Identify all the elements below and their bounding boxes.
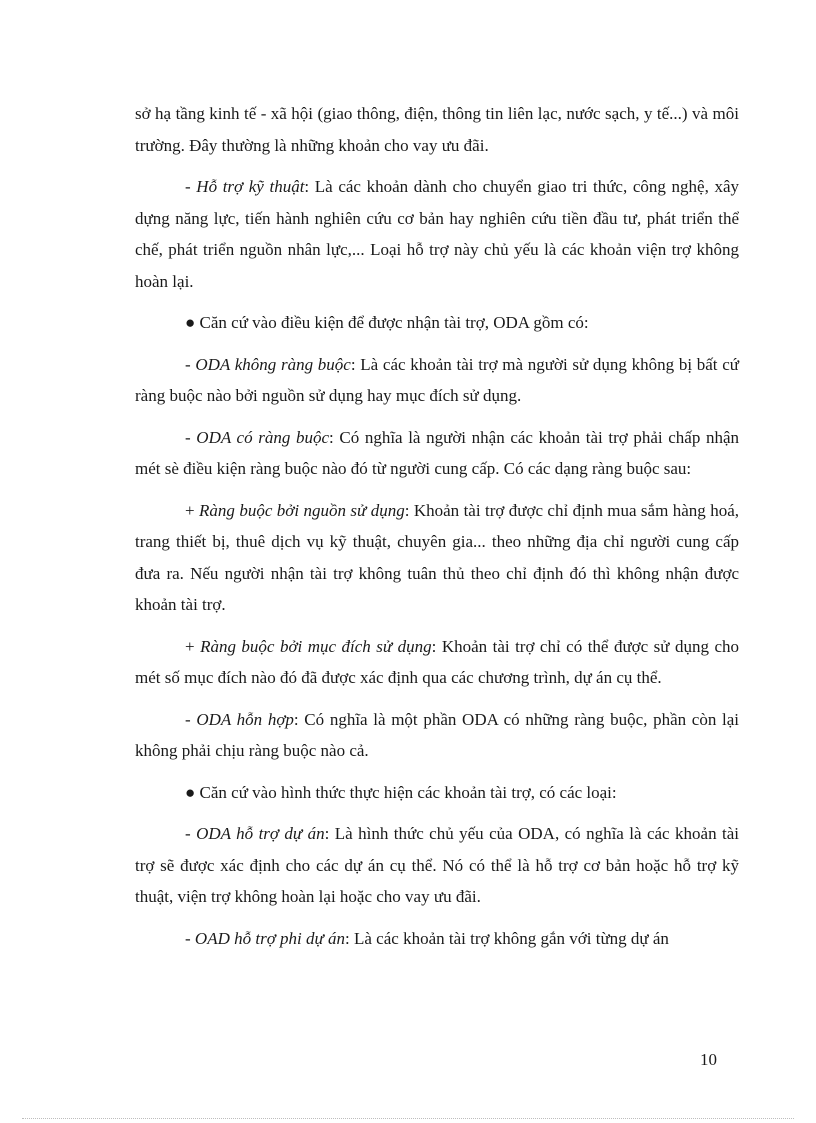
paragraph: - ODA có ràng buộc: Có nghĩa là người nhận các khoản tài trợ phải chấp nhận mét sè điều kiện ràng buộc nào đó từ người cung cấp. Có các dạng ràng buộc sau: [135, 427, 740, 478]
page-bottom-divider [22, 1118, 794, 1119]
paragraph: - OAD hỗ trợ phi dự án: Là các khoản tài trợ không gắn với từng dự án [185, 928, 669, 948]
paragraph: - ODA không ràng buộc: Là các khoản tài trợ mà người sử dụng không bị bất cứ ràng buộc nào bởi nguồn sử dụng hay mục đích sử dụng. [135, 354, 739, 405]
paragraph: + Ràng buộc bởi mục đích sử dụng: Khoản tài trợ chỉ có thể được sử dụng cho mét số mục đích nào đó đã được xác định qua các chương trình, dự án cụ thể. [135, 636, 739, 687]
paragraph: + Ràng buộc bởi nguồn sử dụng: Khoản tài trợ được chỉ định mua sắm hàng hoá, trang thiết bị, thuê dịch vụ kỹ thuật, chuyên gia... theo những địa chỉ người cung cấp đưa ra. Nếu người nhận tài trợ không tuân thủ theo chỉ định đó thì không nhận được khoản tài trợ. [135, 500, 739, 614]
bullet-icon: ● [185, 313, 200, 332]
paragraph: sở hạ tầng kinh tế - xã hội (giao thông, điện, thông tin liên lạc, nước sạch, y tế...) và môi trường. Đây thường là những khoản cho vay ưu đãi. [135, 104, 739, 155]
paragraph: - ODA hỗ trợ dự án: Là hình thức chủ yếu của ODA, có nghĩa là các khoản tài trợ sẽ được xác định cho các dự án cụ thể. Nó có thể là hỗ trợ cơ bản hoặc hỗ trợ kỹ thuật, viện trợ không hoàn lại hoặc cho vay ưu đãi. [135, 824, 739, 906]
term: ODA hỗn hợp [196, 709, 294, 729]
term: Ràng buộc bởi nguồn sử dụng [199, 500, 405, 520]
term: ODA hỗ trợ dự án [196, 824, 325, 843]
bullet-paragraph: ● Căn cứ vào hình thức thực hiện các khoản tài trợ, có các loại: [185, 782, 617, 802]
paragraph: - ODA hỗn hợp: Có nghĩa là một phần ODA có những ràng buộc, phần còn lại không phải chịu ràng buộc nào cả. [135, 709, 739, 760]
term: Hỗ trợ kỹ thuật [196, 177, 305, 196]
page-number: 10 [700, 1050, 717, 1069]
bullet-icon: ● [185, 782, 200, 802]
body-text [135, 98, 739, 964]
term: OAD hỗ trợ phi dự án [194, 928, 346, 948]
term: Ràng buộc bởi mục đích sử dụng [200, 636, 432, 656]
bullet-paragraph: ● Căn cứ vào điều kiện để được nhận tài trợ, ODA gồm có: [185, 313, 589, 332]
paragraph: - Hỗ trợ kỹ thuật: Là các khoản dành cho chuyển giao tri thức, công nghệ, xây dựng năng lực, tiến hành nghiên cứu cơ bản hay nghiên cứu tiền đầu tư, phát triển thể chế, phát triển nguồn nhân lực,... Loại hỗ trợ này chủ yếu là các khoản viện trợ không hoàn lại. [135, 177, 739, 291]
term: ODA có ràng buộc [196, 427, 330, 447]
term: ODA không ràng buộc [195, 354, 351, 374]
